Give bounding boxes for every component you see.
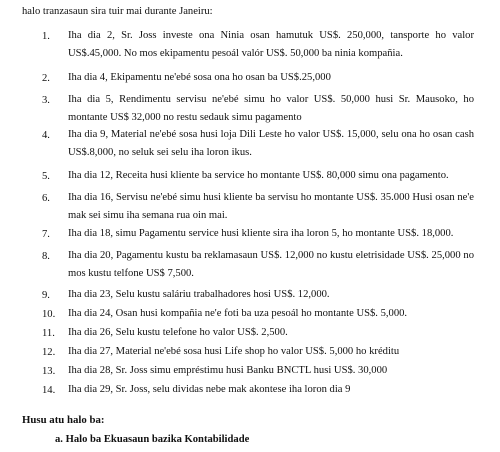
item-text: Iha dia 26, Selu kustu telefone ho valor US$. 2,500. [68, 327, 288, 338]
item-number: 13. [42, 366, 56, 377]
item-text: Iha dia 20, Pagamentu kustu ba reklamasaun US$. 12,000 no kustu eletrisidade US$. 25,000 no mos kustu telfone US$ 7,500. [68, 250, 474, 279]
item-text: Iha dia 18, simu Pagamentu service husi kliente sira iha loron 5, ho montante US$. 18,000. [68, 228, 454, 239]
item-text: Iha dia 9, Material ne'ebé sosa husi loja Dili Leste ho valor US$. 15,000, selu ona ho osan cash US$.8,000, no seluk sei selu iha loron ikus. [68, 129, 474, 158]
item-text: Iha dia 24, Osan husi kompañia ne'e foti ba uza pesoál ho montante US$. 5,000. [68, 308, 408, 319]
item-number: 11. [42, 328, 55, 339]
item-text: Iha dia 27, Material ne'ebé sosa husi Life shop ho valor US$. 5,000 ho kréditu [68, 346, 400, 357]
item-number: 3. [42, 95, 50, 106]
item-number: 5. [42, 171, 50, 182]
item-number: 9. [42, 290, 50, 301]
item-number: 4. [42, 130, 50, 141]
item-text: Iha dia 16, Servisu ne'ebé simu husi kliente ba servisu ho montante US$. 35.000 Husi osan ne'e mak sei simu iha semana rua oin mai. [68, 192, 474, 221]
question-a: a. Halo ba Ekuasaun bazika Kontabilidade [55, 434, 250, 445]
item-number: 2. [42, 73, 50, 84]
item-number: 6. [42, 193, 50, 204]
item-number: 1. [42, 31, 50, 42]
item-number: 7. [42, 229, 50, 240]
item-text: Iha dia 23, Selu kustu saláriu trabalhadores hosi US$. 12,000. [68, 289, 330, 300]
questions-heading: Husu atu halo ba: [22, 414, 105, 426]
item-text: Iha dia 5, Rendimentu servisu ne'ebé simu ho valor US$. 50,000 husi Sr. Mausoko, ho montante US$ 32,000 no restu sedauk simu pagamento [68, 94, 474, 123]
item-number: 14. [42, 385, 56, 396]
item-text: Iha dia 29, Sr. Joss, selu dividas nebe mak akontese iha loron dia 9 [68, 384, 351, 395]
item-text: Iha dia 12, Receita husi kliente ba service ho montante US$. 80,000 simu ona pagamento. [68, 170, 449, 181]
item-number: 10. [42, 309, 56, 320]
item-number: 8. [42, 251, 50, 262]
item-text: Iha dia 2, Sr. Joss investe ona Ninia osan hamutuk US$. 250,000, tansporte ho valor US$.45,000. No mos ekipamentu pesoál valór US$. 50,000 ba ninia kompañia. [68, 30, 474, 59]
intro-text: halo tranzasaun sira tuir mai durante Janeiru: [22, 6, 213, 17]
item-text: Iha dia 28, Sr. Joss simu empréstimu husi Banku BNCTL husi US$. 30,000 [68, 365, 388, 376]
item-number: 12. [42, 347, 56, 358]
item-text: Iha dia 4, Ekipamentu ne'ebé sosa ona ho osan ba US$.25,000 [68, 72, 331, 83]
